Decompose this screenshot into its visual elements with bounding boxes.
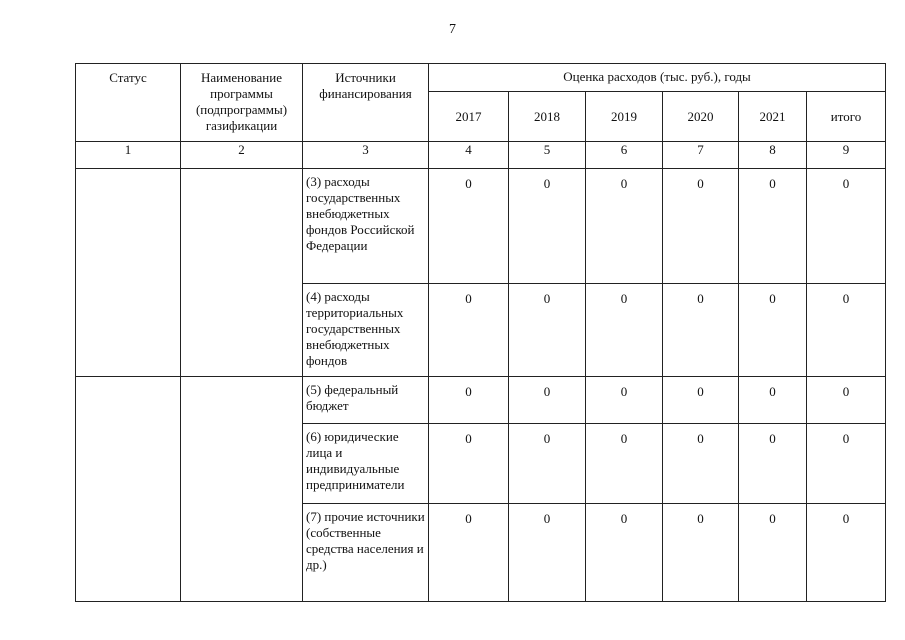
- header-year-2020: 2020: [663, 92, 739, 142]
- value-2019: 0: [586, 169, 663, 284]
- value-2019: 0: [586, 504, 663, 602]
- value-2019: 0: [586, 284, 663, 377]
- column-number: 8: [739, 142, 807, 169]
- column-number-row: [76, 142, 886, 169]
- value-2017: 0: [429, 504, 509, 602]
- header-cost-estimate: Оценка расходов (тыс. руб.), годы: [429, 64, 886, 92]
- value-2021: 0: [739, 424, 807, 504]
- value-2020: 0: [663, 504, 739, 602]
- column-number: 3: [303, 142, 429, 169]
- value-2019: 0: [586, 377, 663, 424]
- value-2018: 0: [509, 169, 586, 284]
- header-total: итого: [807, 92, 886, 142]
- header-year-2019: 2019: [586, 92, 663, 142]
- program-name-cell-empty: [181, 377, 303, 602]
- column-number: 5: [509, 142, 586, 169]
- value-2020: 0: [663, 284, 739, 377]
- value-2017: 0: [429, 424, 509, 504]
- value-2021: 0: [739, 377, 807, 424]
- table-row: [76, 169, 886, 284]
- status-cell-empty: [76, 169, 181, 377]
- source-cell: (7) прочие источники (собственные средства населения и др.): [303, 504, 429, 602]
- value-2021: 0: [739, 284, 807, 377]
- value-2017: 0: [429, 169, 509, 284]
- header-status: Статус: [76, 64, 181, 142]
- column-number: 1: [76, 142, 181, 169]
- status-cell-empty: [76, 377, 181, 602]
- table-row: [76, 377, 886, 424]
- value-2018: 0: [509, 284, 586, 377]
- source-cell: (4) расходы территориальных государственных внебюджетных фондов: [303, 284, 429, 377]
- value-2017: 0: [429, 377, 509, 424]
- page-number: 7: [449, 22, 456, 37]
- value-total: 0: [807, 169, 886, 284]
- value-2021: 0: [739, 169, 807, 284]
- header-year-2017: 2017: [429, 92, 509, 142]
- budget-table: [75, 63, 886, 602]
- source-cell: (3) расходы государственных внебюджетных фондов Российской Федерации: [303, 169, 429, 284]
- value-2021: 0: [739, 504, 807, 602]
- column-number: 2: [181, 142, 303, 169]
- source-cell: (5) федеральный бюджет: [303, 377, 429, 424]
- header-program-name: Наименование программы (подпрограммы) газификации: [181, 64, 303, 142]
- column-number: 9: [807, 142, 886, 169]
- program-name-cell-empty: [181, 169, 303, 377]
- column-number: 6: [586, 142, 663, 169]
- value-2018: 0: [509, 377, 586, 424]
- value-2020: 0: [663, 169, 739, 284]
- value-total: 0: [807, 377, 886, 424]
- header-sources: Источники финансирования: [303, 64, 429, 142]
- value-2018: 0: [509, 504, 586, 602]
- header-year-2021: 2021: [739, 92, 807, 142]
- value-2020: 0: [663, 377, 739, 424]
- value-2019: 0: [586, 424, 663, 504]
- value-total: 0: [807, 504, 886, 602]
- value-2018: 0: [509, 424, 586, 504]
- header-row-1: [76, 64, 886, 92]
- header-year-2018: 2018: [509, 92, 586, 142]
- value-total: 0: [807, 284, 886, 377]
- value-2017: 0: [429, 284, 509, 377]
- column-number: 4: [429, 142, 509, 169]
- source-cell: (6) юридические лица и индивидуальные предприниматели: [303, 424, 429, 504]
- column-number: 7: [663, 142, 739, 169]
- value-2020: 0: [663, 424, 739, 504]
- value-total: 0: [807, 424, 886, 504]
